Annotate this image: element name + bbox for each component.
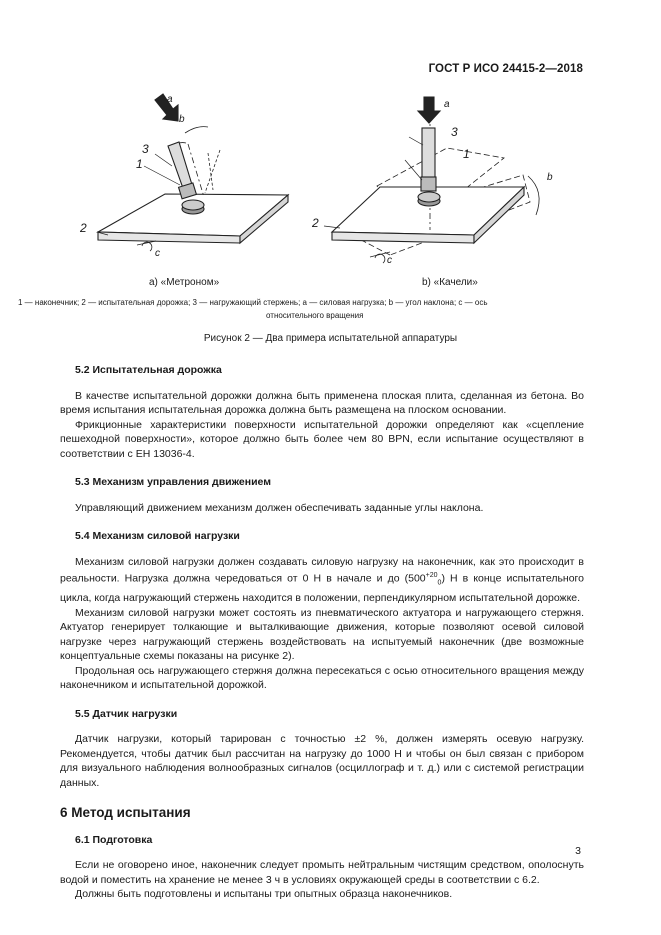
legend-line-1: 1 — наконечник; 2 — испытательная дорожка; 3 — нагружающий стержень; a — силовая нагрузка; b — угол наклона; c — ось	[18, 298, 488, 307]
figure-title: Рисунок 2 — Два примера испытательной аппаратуры	[203, 333, 458, 344]
tolerance-lower: 0	[437, 579, 442, 587]
section-6-1-title: 6.1 Подготовка	[75, 833, 153, 846]
section-5-3-p1: Управляющий движением механизм должен обеспечивать заданные углы наклона.	[75, 501, 484, 514]
section-5-3-title: 5.3 Механизм управления движением	[75, 476, 272, 488]
label-track-2: 2	[80, 221, 87, 235]
section-5-5-title: 5.5 Датчик нагрузки	[75, 707, 178, 720]
label-angle-b-right: b	[547, 172, 553, 183]
caption-b: b) «Качели»	[422, 277, 478, 288]
section-6-title: 6 Метод испытания	[60, 805, 191, 821]
tolerance-upper: +20	[425, 572, 438, 579]
section-5-4-p3: Продольная ось нагружающего стержня должна пересекаться с осью относительного вращения между наконечником и испытательной дорожкой.	[60, 664, 584, 692]
label-rod-3: 3	[142, 142, 149, 156]
figure-legend	[18, 296, 598, 322]
legend-line-2: относительного вращения	[266, 311, 364, 320]
figure-drawing	[60, 85, 600, 295]
section-5-5-p1: Датчик нагрузки, который тарирован с точностью ±2 %, должен измерять осевую нагрузку. Рекомендуется, чтобы датчик был рассчитан на нагрузку до 1000 Н и чтобы он был связан с прибором для визуального наблюдения волнообразных сигналов (осциллограф и т. д.) или с системой регистрации данных.	[60, 733, 584, 789]
section-5-2-title: 5.2 Испытательная дорожка	[75, 364, 222, 376]
label-tip-1: 1	[136, 157, 143, 171]
figure-2	[60, 85, 600, 295]
section-5-4-title: 5.4 Механизм силовой нагрузки	[75, 530, 240, 542]
label-angle-b: b	[179, 114, 185, 125]
label-load-a-right: a	[444, 99, 450, 110]
label-rod-3-right: 3	[451, 125, 458, 139]
section-5-2-p1: В качестве испытательной дорожки должна быть применена плоская плита, сделанная из бетона. Во время испытания испытательная дорожка должна быть размещена на плоском основании.	[60, 389, 584, 416]
label-tip-1-right: 1	[463, 147, 470, 161]
caption-a: a) «Метроном»	[149, 277, 220, 288]
document-header: ГОСТ Р ИСО 24415-2—2018	[428, 63, 583, 75]
label-axis-c-right: c	[387, 255, 392, 266]
page-number: 3	[575, 845, 581, 857]
section-6-1-p1: Если не оговорено иное, наконечник следует промыть нейтральным чистящим средством, ополоснуть водой и поместить на хранение не менее 3 ч в условиях окружающей среды в соответствии с 6.2.	[60, 859, 584, 886]
section-5-4-p1: Механизм силовой нагрузки должен создавать силовую нагрузку на наконечник, как это происходит в реальности. Нагрузка должна чередоваться от 0 Н в начале и до $(500^{+20}_0)$ Н в конце испытательного цикла, когда нагружающий стержень находится в положении, перпендикулярном испытательной дорожке.	[60, 555, 584, 605]
label-axis-c: c	[155, 248, 160, 259]
section-5-4-p2: Механизм силовой нагрузки может состоять из пневматического актуатора и нагружающего стержня. Актуатор генерирует толкающие и выталкивающие движения, которые позволяют осевой силовой нагрузке через нагружающий стержень воздействовать на испытуемый наконечник (две возможные концептуальные схемы показаны на рисунке 2).	[60, 606, 584, 663]
label-load-a: a	[167, 94, 173, 105]
section-6-1-p2: Должны быть подготовлены и испытаны три опытных образца наконечников.	[75, 888, 453, 901]
section-5-2-p2: Фрикционные характеристики поверхности испытательной дорожки определяют как «сцепление пешеходной поверхности», которое должно быть более чем 80 BPN, если испытание осуществляют в соответствии с ЕН 13036-4.	[60, 418, 584, 460]
label-track-2-right: 2	[312, 216, 319, 230]
main-text	[60, 357, 584, 902]
